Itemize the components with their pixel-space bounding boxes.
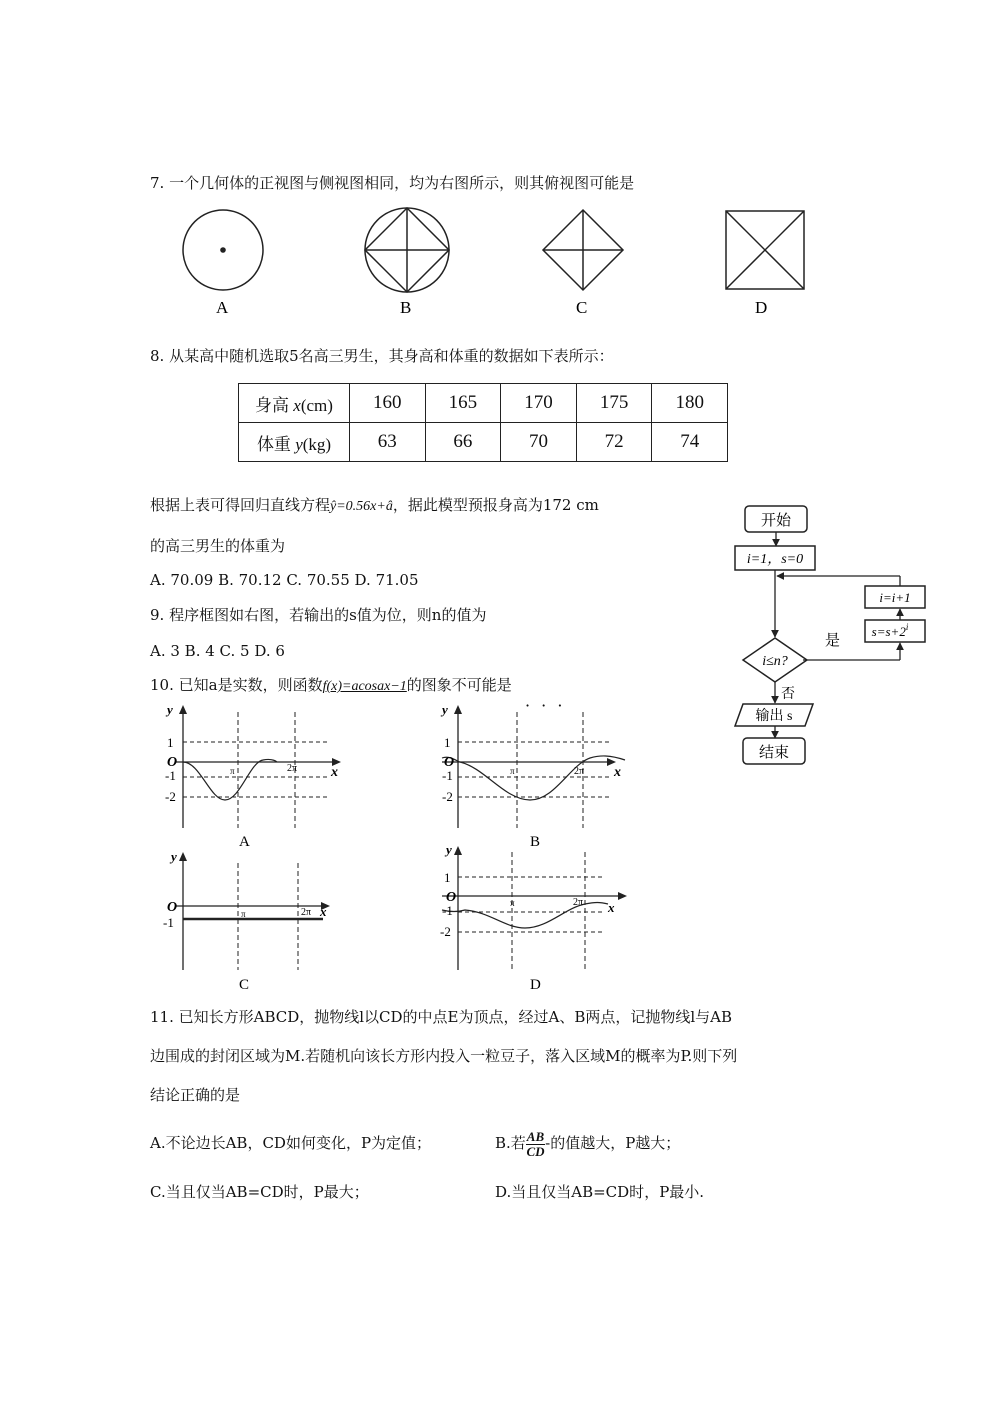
table-header-height bbox=[239, 384, 350, 423]
graph-d-tick-m2: -2 bbox=[440, 924, 451, 939]
graph-a-y-label: y bbox=[167, 702, 173, 717]
graph-d-tick-pi: π bbox=[510, 898, 515, 908]
graph-a-tick-m2: -2 bbox=[165, 789, 176, 804]
graph-a-tick-1: 1 bbox=[167, 735, 174, 750]
q10-graph-b bbox=[430, 700, 630, 850]
q7-figure-d bbox=[726, 211, 804, 289]
q10-graph-c bbox=[155, 845, 355, 995]
q7-figure-b bbox=[365, 208, 449, 292]
q10-dots: · · · bbox=[525, 696, 566, 715]
q8-choices: A. 70.09 B. 70.12 C. 70.55 D. 71.05 bbox=[150, 571, 419, 589]
q7-figure-c bbox=[543, 210, 623, 290]
q8-text-a: 根据上表可得回归直线方程 bbox=[150, 496, 331, 514]
q11-option-b bbox=[495, 1121, 680, 1165]
q9-choices: A. 3 B. 4 C. 5 D. 6 bbox=[150, 642, 285, 660]
graph-c-tick-pi: π bbox=[241, 909, 246, 919]
regression-equation: ŷ=0.56x+â bbox=[330, 499, 393, 514]
height-label: 身高 bbox=[255, 395, 290, 415]
q11-option-b-pre: B.若 bbox=[495, 1134, 526, 1152]
q7-label-c: C bbox=[576, 298, 588, 317]
q10-text-b: 的图象不可能是 bbox=[406, 676, 512, 694]
q7-label-d: D bbox=[755, 298, 768, 317]
q11-option-a: A.不论边长AB，CD如何变化，P为定值； bbox=[150, 1134, 432, 1152]
fraction-denominator: CD bbox=[526, 1143, 545, 1159]
q11-fraction bbox=[526, 1130, 545, 1159]
flow-no-label: 否 bbox=[781, 687, 795, 702]
flow-yes-label: 是 bbox=[825, 633, 841, 649]
graph-b-tick-m1: -1 bbox=[442, 768, 453, 783]
graph-b-y-label: y bbox=[442, 702, 448, 717]
q10-graph-d bbox=[430, 840, 630, 995]
graph-c-origin: O bbox=[167, 900, 178, 915]
graph-d-label: D bbox=[530, 977, 541, 993]
height-var: x bbox=[293, 395, 301, 415]
flow-decision-text: i≤n? bbox=[762, 654, 788, 669]
graph-a-label: A bbox=[239, 834, 250, 850]
graph-a-tick-2pi: 2π bbox=[287, 763, 298, 774]
graph-b-origin: O bbox=[444, 755, 455, 770]
table-cell: 160 bbox=[350, 384, 426, 423]
q11-option-c: C.当且仅当AB=CD时，P最大； bbox=[150, 1183, 369, 1201]
graph-d-tick-1: 1 bbox=[444, 870, 451, 885]
q11-option-d: D.当且仅当AB=CD时，P最小. bbox=[495, 1183, 705, 1201]
table-cell: 170 bbox=[501, 384, 577, 423]
graph-b-x-label: x bbox=[614, 765, 621, 780]
flow-start-text: 开始 bbox=[760, 513, 792, 529]
q8-question: 8. 从某高中随机选取5名高三男生，其身高和体重的数据如下表所示： bbox=[150, 347, 614, 365]
table-cell: 72 bbox=[576, 423, 652, 462]
q10-graph-a bbox=[155, 700, 355, 850]
table-cell: 74 bbox=[652, 423, 728, 462]
graph-b-label: B bbox=[530, 834, 541, 850]
q8-text-line1 bbox=[150, 495, 599, 517]
q9-question: 9. 程序框图如右图，若输出的s值为位，则n的值为 bbox=[150, 606, 487, 624]
table-cell: 66 bbox=[425, 423, 501, 462]
graph-c-tick-m1: -1 bbox=[163, 915, 174, 930]
flow-output-text: 输出 s bbox=[755, 709, 793, 724]
q10-function: f(x)=acosax−1 bbox=[322, 679, 407, 694]
graph-c-label: C bbox=[239, 977, 250, 993]
graph-a-tick-pi: π bbox=[230, 766, 235, 776]
graph-d-y-label: y bbox=[446, 842, 452, 857]
q7-label-b: B bbox=[400, 298, 412, 317]
q7-figures bbox=[170, 205, 830, 325]
q7-label-a: A bbox=[216, 298, 229, 317]
graph-a-x-label: x bbox=[331, 765, 338, 780]
graph-b-tick-1: 1 bbox=[444, 735, 451, 750]
graph-a-origin: O bbox=[167, 755, 178, 770]
graph-c-y-label: y bbox=[171, 849, 177, 864]
graph-b-tick-2pi: 2π bbox=[574, 766, 585, 777]
graph-c-tick-2pi: 2π bbox=[301, 907, 312, 918]
q11-line3: 结论正确的是 bbox=[150, 1086, 241, 1104]
table-cell: 70 bbox=[501, 423, 577, 462]
table-row bbox=[239, 423, 728, 462]
q10-question bbox=[150, 675, 512, 697]
q11-line2: 边围成的封闭区域为M.若随机向该长方形内投入一粒豆子，落入区域M的概率为P.则下列 bbox=[150, 1047, 738, 1065]
table-cell: 180 bbox=[652, 384, 728, 423]
height-unit: (cm) bbox=[300, 395, 333, 415]
q8-text-b: ，据此模型预报身高为172 cm bbox=[392, 496, 599, 514]
table-cell: 63 bbox=[350, 423, 426, 462]
q11-line1: 11. 已知长方形ABCD，抛物线l以CD的中点E为顶点，经过A、B两点，记抛物线l与AB bbox=[150, 1008, 733, 1026]
graph-d-origin: O bbox=[446, 890, 457, 905]
weight-unit: (kg) bbox=[302, 434, 332, 454]
q11-option-b-post: -的值越大，P越大； bbox=[545, 1134, 681, 1152]
flow-end-text: 结束 bbox=[758, 745, 790, 761]
table-header-weight bbox=[239, 423, 350, 462]
height-weight-table bbox=[238, 383, 728, 462]
q7-question: 7. 一个几何体的正视图与侧视图相同，均为右图所示，则其俯视图可能是 bbox=[150, 174, 635, 192]
flow-accumulate-text: $s=s+2^i$ bbox=[871, 622, 909, 639]
graph-a-tick-m1: -1 bbox=[165, 768, 176, 783]
table-row bbox=[239, 384, 728, 423]
flowchart bbox=[725, 500, 940, 775]
q7-figure-a bbox=[183, 210, 263, 290]
fraction-numerator: AB bbox=[526, 1128, 545, 1144]
graph-c-x-label: x bbox=[320, 904, 327, 919]
q10-text-a: 10. 已知a是实数，则函数 bbox=[150, 676, 323, 694]
graph-d-tick-m1: -1 bbox=[442, 903, 453, 918]
graph-b-tick-pi: π bbox=[510, 766, 515, 776]
graph-b-tick-m2: -2 bbox=[442, 789, 453, 804]
graph-d-tick-2pi: 2π bbox=[573, 897, 584, 908]
table-cell: 165 bbox=[425, 384, 501, 423]
flow-init-text: i=1，s=0 bbox=[746, 552, 804, 567]
graph-d-x-label: x bbox=[608, 900, 615, 915]
table-cell: 175 bbox=[576, 384, 652, 423]
weight-label: 体重 bbox=[256, 434, 291, 454]
weight-var: y bbox=[295, 434, 303, 454]
flow-increment-text: i=i+1 bbox=[879, 590, 911, 605]
q8-text-line2: 的高三男生的体重为 bbox=[150, 537, 286, 555]
